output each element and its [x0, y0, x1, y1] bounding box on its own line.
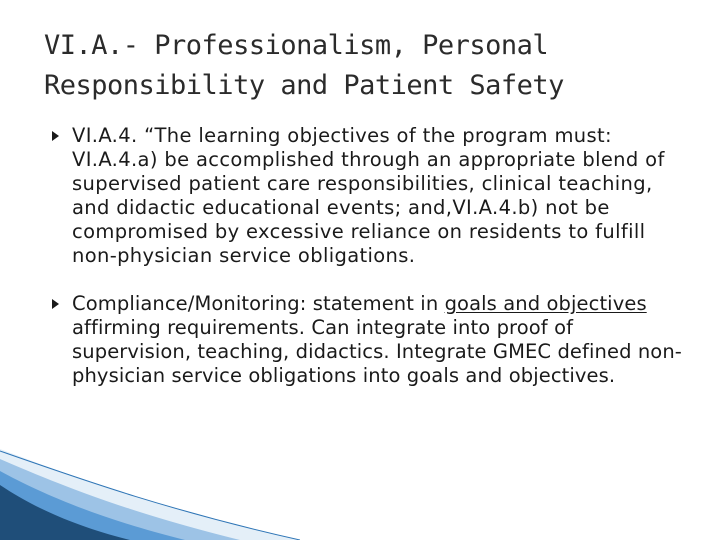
bullet-text [72, 292, 682, 388]
bullet-text-part: affirming requirements. Can integrate into proof of supervision, teaching, didactics. Integrate GMEC defined non-physician service obligations into goals and objectives. [72, 316, 682, 387]
compliance-label: Compliance/Monitoring: [72, 292, 307, 315]
bullet-item-compliance [52, 292, 682, 388]
bullet-text: VI.A.4. “The learning objectives of the program must: VI.A.4.a) be accomplished through an appropriate blend of supervised patient care responsibilities, clinical teaching, and didactic educational events; and,VI.A.4.b) not be compromised by excessive reliance on residents to fulfill non-physician service obligations. [72, 124, 665, 267]
bullet-list [52, 124, 682, 388]
triangle-bullet-icon [52, 299, 59, 309]
slide-title-line-2: Responsibility and Patient Safety [44, 70, 564, 101]
bullet-text-part: statement in [306, 292, 445, 315]
bullet-item-requirement [52, 124, 682, 268]
goals-objectives-link: goals and objectives [444, 292, 647, 315]
slide-title-line-1: VI.A.- Professionalism, Personal [44, 30, 549, 61]
corner-decoration [0, 445, 300, 540]
slide-title [44, 26, 684, 106]
triangle-bullet-icon [52, 131, 59, 141]
